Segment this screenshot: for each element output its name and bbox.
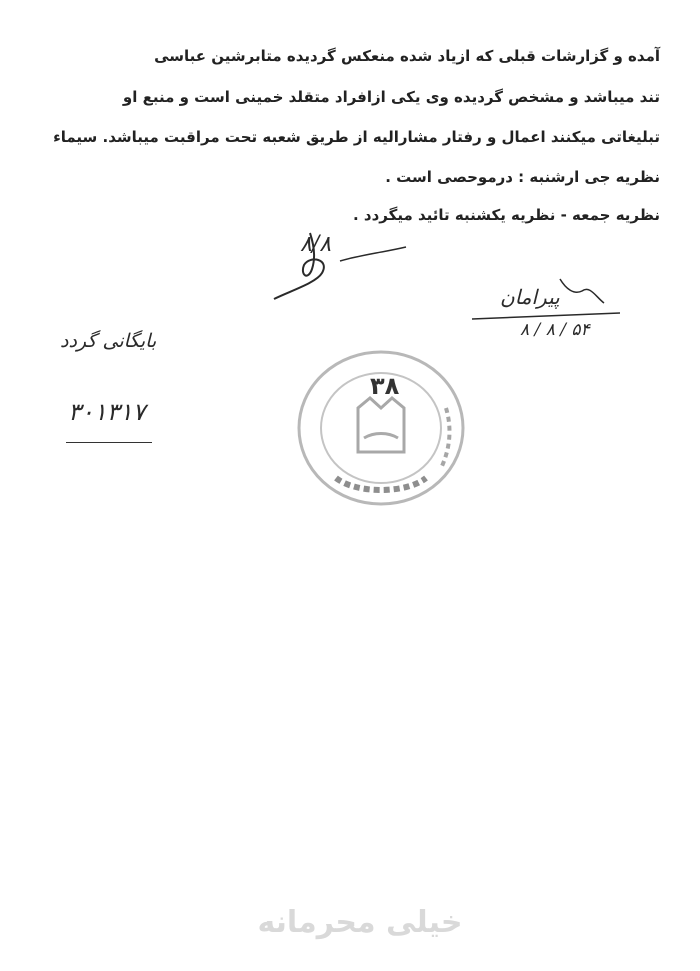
stamp-number: ۳۸: [370, 372, 400, 400]
signature-initial: ۸/۸: [300, 232, 332, 257]
archive-note: بایگانی گردد: [60, 330, 157, 352]
body-line-4: نظریه جی ارشنبه : درموحصی است .: [385, 168, 660, 186]
classification-watermark: خیلی محرمانه: [257, 905, 463, 940]
body-line-5: نظریه جمعه - نظریه یکشنبه تائید میگردد .: [352, 206, 660, 224]
archive-underline: [66, 442, 152, 443]
signature-stroke: [270, 225, 410, 305]
signature-name: پیرامان: [500, 285, 560, 309]
signature-date: ۵۴ / ۸ / ۸: [520, 320, 590, 340]
body-line-3: تبلیغاتی میکنند اعمال و رفتار مشارالیه از طریق شعبه تحت مراقبت میباشد. سیماء: [53, 128, 660, 146]
archive-number: ۳۰۱۳۱۷: [68, 398, 146, 426]
body-line-1: آمده و گزارشات قبلی که ازیاد شده منعکس گردیده متابرشین عباسی: [154, 47, 660, 65]
body-line-2: تند میباشد و مشخص گردیده وی یکی ازافراد متقلد خمینی است و منبع او: [122, 88, 660, 106]
